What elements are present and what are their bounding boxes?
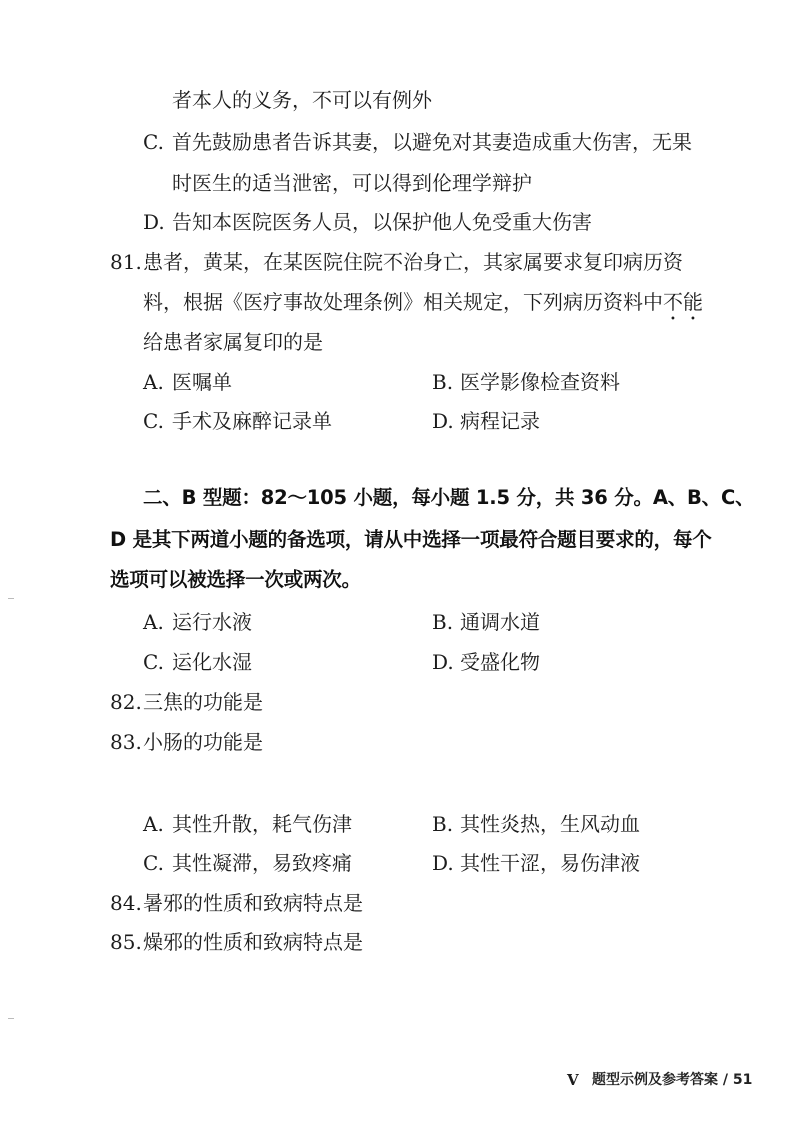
footer-title: 题型示例及参考答案 xyxy=(592,1072,718,1088)
option-label: A. xyxy=(143,370,164,394)
option-text-continued: 时医生的适当泄密，可以得到伦理学辩护 xyxy=(172,171,532,195)
option-label: B. xyxy=(432,610,454,634)
option-text: 受盛化物 xyxy=(460,650,540,674)
option-text: 病程记录 xyxy=(460,409,540,433)
option-text: 其性炎热，生风动血 xyxy=(460,812,640,836)
option-text: 医学影像检查资料 xyxy=(460,370,620,394)
option-text: 运行水液 xyxy=(172,610,252,634)
question-stem-line: 给患者家属复印的是 xyxy=(143,330,323,354)
option-label: D. xyxy=(432,650,454,674)
question-text: 燥邪的性质和致病特点是 xyxy=(143,930,363,954)
question-stem-line: 患者，黄某，在某医院住院不治身亡，其家属要求复印病历资 xyxy=(143,250,683,274)
option-label: A. xyxy=(143,610,164,634)
question-number: 85. xyxy=(110,930,142,954)
option-text: 手术及麻醉记录单 xyxy=(172,409,332,433)
scan-mark xyxy=(8,598,14,599)
option-label: D. xyxy=(432,409,454,433)
section-heading-line: D 是其下两道小题的备选项，请从中选择一项最符合题目要求的，每个 xyxy=(110,528,712,551)
footer-separator: / xyxy=(722,1072,728,1088)
option-label: D. xyxy=(143,210,165,234)
question-text: 小肠的功能是 xyxy=(143,730,263,754)
question-text: 三焦的功能是 xyxy=(143,690,263,714)
option-text: 运化水湿 xyxy=(172,650,252,674)
question-number: 84. xyxy=(110,891,142,915)
footer-section-number: V xyxy=(567,1071,579,1089)
question-number: 82. xyxy=(110,690,142,714)
section-heading-line: 选项可以被选择一次或两次。 xyxy=(110,568,361,591)
option-label: B. xyxy=(432,812,454,836)
emphasized-text: 不能 xyxy=(663,290,703,314)
option-label: C. xyxy=(143,851,164,875)
option-text: 医嘱单 xyxy=(172,370,232,394)
option-label: C. xyxy=(143,130,164,154)
option-label: C. xyxy=(143,409,164,433)
question-number: 81. xyxy=(110,250,142,274)
continuation-line: 者本人的义务，不可以有例外 xyxy=(172,88,432,112)
option-label: C. xyxy=(143,650,164,674)
question-stem-text: 料，根据《医疗事故处理条例》相关规定，下列病历资料中 xyxy=(143,290,663,314)
question-stem-line xyxy=(143,288,703,316)
option-text: 通调水道 xyxy=(460,610,540,634)
question-number: 83. xyxy=(110,730,142,754)
option-label: A. xyxy=(143,812,164,836)
scan-mark xyxy=(8,1018,14,1019)
option-text: 首先鼓励患者告诉其妻，以避免对其妻造成重大伤害，无果 xyxy=(172,130,692,154)
option-label: D. xyxy=(432,851,454,875)
option-label: B. xyxy=(432,370,454,394)
option-text: 其性干涩，易伤津液 xyxy=(460,851,640,875)
section-heading-line: 二、B 型题：82～105 小题，每小题 1.5 分，共 36 分。A、B、C、 xyxy=(143,486,755,509)
page-number: 51 xyxy=(732,1072,753,1088)
option-text: 其性升散，耗气伤津 xyxy=(172,812,352,836)
option-text: 告知本医院医务人员，以保护他人免受重大伤害 xyxy=(172,210,592,234)
footer-title-line xyxy=(592,1068,752,1092)
option-text: 其性凝滞，易致疼痛 xyxy=(172,851,352,875)
question-text: 暑邪的性质和致病特点是 xyxy=(143,891,363,915)
